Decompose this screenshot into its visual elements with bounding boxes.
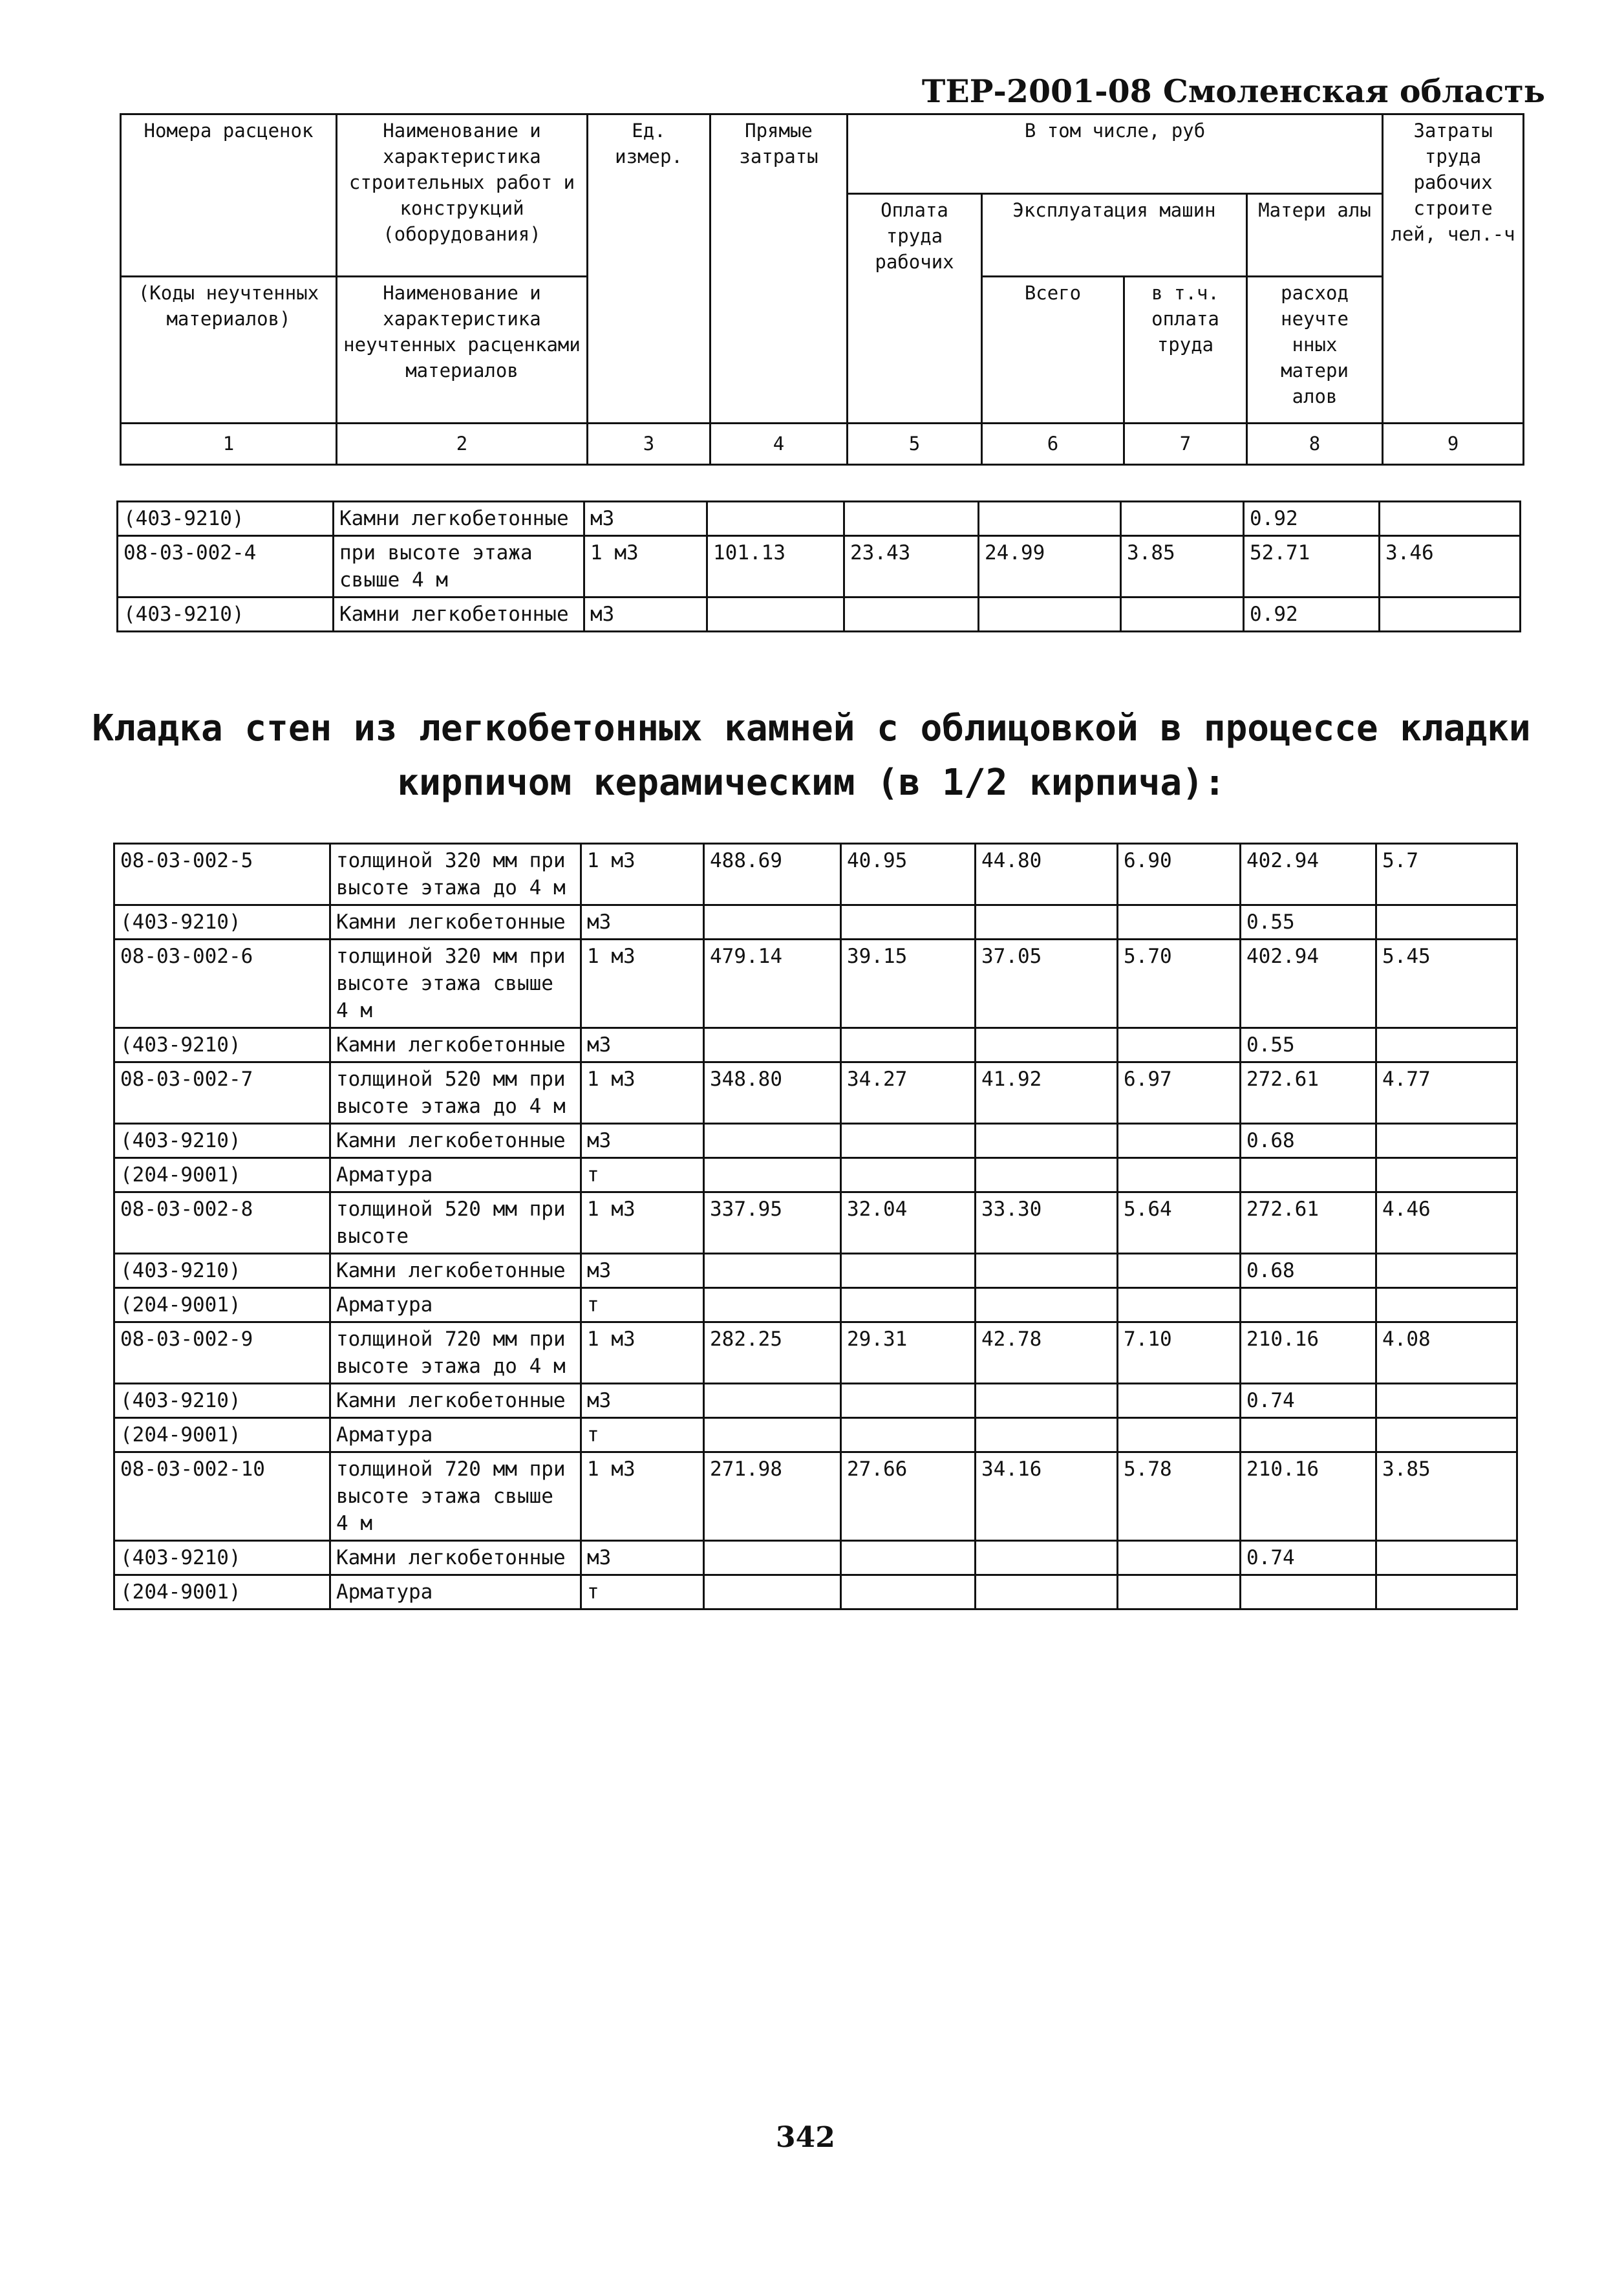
direct-cost [704,1541,841,1575]
table-row [114,844,1517,905]
machine-labor-cost [1121,597,1244,632]
work-name: Камни легкобетонные [330,1028,581,1062]
machine-labor-cost [1118,1254,1241,1288]
machine-cost [976,1384,1118,1418]
unit: 1 м3 [581,1192,704,1254]
labor-hours [1376,1384,1517,1418]
table-row [114,905,1517,940]
table-row [114,1192,1517,1254]
work-name: Арматура [330,1418,581,1452]
table-row [114,1288,1517,1322]
rate-code: (403-9210) [114,905,330,940]
direct-cost [704,1124,841,1158]
materials-cost: 0.68 [1241,1254,1376,1288]
unit: м3 [581,1124,704,1158]
machine-cost [976,1575,1118,1609]
header-col8-bottom: расход неучте нных матери алов [1247,277,1383,423]
unit: м3 [581,1028,704,1062]
header-number: 7 [1124,423,1247,464]
rate-code: 08-03-002-8 [114,1192,330,1254]
labor-cost [841,1384,976,1418]
table-row [114,1384,1517,1418]
machine-cost [976,1254,1118,1288]
unit: м3 [581,1384,704,1418]
table-row [114,1028,1517,1062]
machine-labor-cost [1118,1028,1241,1062]
rate-code: 08-03-002-7 [114,1062,330,1124]
unit: т [581,1418,704,1452]
header-number: 9 [1383,423,1524,464]
rate-code: 08-03-002-5 [114,844,330,905]
machine-labor-cost: 3.85 [1121,536,1244,597]
direct-cost: 101.13 [707,536,844,597]
work-name: толщиной 720 мм при высоте этажа свыше 4 м [330,1452,581,1541]
labor-hours [1380,502,1521,536]
machine-cost [979,502,1121,536]
materials-cost: 402.94 [1241,844,1376,905]
machine-labor-cost: 5.64 [1118,1192,1241,1254]
work-name: толщиной 320 мм при высоте этажа свыше 4 м [330,940,581,1028]
table-row [118,502,1521,536]
table-row [118,597,1521,632]
machine-labor-cost: 5.78 [1118,1452,1241,1541]
work-name: Камни легкобетонные [334,502,584,536]
labor-cost: 27.66 [841,1452,976,1541]
table-row [114,1158,1517,1192]
table-row [114,940,1517,1028]
table-row [114,1062,1517,1124]
machine-labor-cost [1118,1288,1241,1322]
machine-labor-cost: 5.70 [1118,940,1241,1028]
direct-cost: 488.69 [704,844,841,905]
header-col8-top: Матери алы [1247,193,1383,277]
rate-code: (403-9210) [114,1541,330,1575]
header-number: 1 [121,423,337,464]
header-col3: Ед. измер. [588,114,710,424]
header-number: 2 [337,423,588,464]
machine-cost [976,905,1118,940]
section-title: Кладка стен из легкобетонных камней с облицовкой в процессе кладки кирпичом керамическим (в 1/2 кирпича): [92,707,1531,804]
labor-hours [1376,1541,1517,1575]
labor-cost: 23.43 [844,536,979,597]
labor-hours [1376,905,1517,940]
unit: м3 [584,502,707,536]
labor-hours: 5.7 [1376,844,1517,905]
materials-cost: 0.68 [1241,1124,1376,1158]
machine-cost [976,1124,1118,1158]
materials-cost [1241,1158,1376,1192]
work-name: Камни легкобетонные [330,1124,581,1158]
direct-cost [704,1254,841,1288]
page-number: 342 [776,2121,835,2154]
header-table [120,113,1524,466]
labor-hours: 3.46 [1380,536,1521,597]
machine-labor-cost [1118,1575,1241,1609]
header-machines: Эксплуатация машин [982,193,1247,277]
direct-cost [704,1288,841,1322]
labor-hours [1380,597,1521,632]
unit: м3 [584,597,707,632]
materials-cost: 272.61 [1241,1062,1376,1124]
machine-labor-cost: 6.97 [1118,1062,1241,1124]
rate-code: 08-03-002-6 [114,940,330,1028]
header-col9: Затраты труда рабочих строите лей, чел.-ч [1383,114,1524,424]
rate-code: (403-9210) [114,1384,330,1418]
unit: т [581,1288,704,1322]
labor-cost: 34.27 [841,1062,976,1124]
rate-code: 08-03-002-4 [118,536,334,597]
labor-hours [1376,1254,1517,1288]
rates-table-1 [116,501,1521,632]
header-number: 5 [848,423,982,464]
machine-cost [976,1541,1118,1575]
labor-hours [1376,1288,1517,1322]
machine-labor-cost [1118,1158,1241,1192]
machine-cost: 44.80 [976,844,1118,905]
materials-cost [1241,1575,1376,1609]
header-number: 6 [982,423,1124,464]
labor-cost [841,905,976,940]
table-row [114,1418,1517,1452]
table-row [114,1322,1517,1384]
unit: 1 м3 [581,940,704,1028]
labor-cost [841,1158,976,1192]
work-name: толщиной 720 мм при высоте этажа до 4 м [330,1322,581,1384]
header-col4: Прямые затраты [710,114,848,424]
labor-hours [1376,1418,1517,1452]
direct-cost [704,1158,841,1192]
rates-table-2 [113,843,1518,1610]
machine-labor-cost [1118,1124,1241,1158]
materials-cost: 0.92 [1244,502,1380,536]
rate-code: 08-03-002-10 [114,1452,330,1541]
unit: т [581,1158,704,1192]
materials-cost: 272.61 [1241,1192,1376,1254]
work-name: Камни легкобетонные [330,1384,581,1418]
direct-cost: 337.95 [704,1192,841,1254]
machine-cost [976,1418,1118,1452]
rate-code: (403-9210) [118,597,334,632]
table-row [114,1452,1517,1541]
table-row [114,1575,1517,1609]
work-name: толщиной 320 мм при высоте этажа до 4 м [330,844,581,905]
labor-hours [1376,1124,1517,1158]
direct-cost [707,597,844,632]
rate-code: (403-9210) [114,1028,330,1062]
direct-cost [707,502,844,536]
rate-code: (204-9001) [114,1158,330,1192]
table-row [114,1124,1517,1158]
header-number: 8 [1247,423,1383,464]
labor-hours: 5.45 [1376,940,1517,1028]
work-name: толщиной 520 мм при высоте [330,1192,581,1254]
rate-code: (204-9001) [114,1575,330,1609]
machine-cost: 24.99 [979,536,1121,597]
materials-cost: 0.55 [1241,1028,1376,1062]
direct-cost: 271.98 [704,1452,841,1541]
labor-cost: 32.04 [841,1192,976,1254]
work-name: Арматура [330,1158,581,1192]
rate-code: (204-9001) [114,1418,330,1452]
materials-cost: 402.94 [1241,940,1376,1028]
labor-cost [841,1418,976,1452]
materials-cost: 52.71 [1244,536,1380,597]
materials-cost: 0.55 [1241,905,1376,940]
unit: м3 [581,905,704,940]
work-name: Камни легкобетонные [330,905,581,940]
header-col1-bottom: (Коды неучтенных материалов) [121,277,337,423]
work-name: толщиной 520 мм при высоте этажа до 4 м [330,1062,581,1124]
materials-cost: 210.16 [1241,1322,1376,1384]
rate-code: (403-9210) [114,1124,330,1158]
work-name: Камни легкобетонные [330,1541,581,1575]
unit: 1 м3 [581,1322,704,1384]
machine-cost: 34.16 [976,1452,1118,1541]
labor-cost [841,1124,976,1158]
machine-labor-cost [1118,1541,1241,1575]
labor-cost [841,1575,976,1609]
direct-cost: 348.80 [704,1062,841,1124]
header-number: 3 [588,423,710,464]
work-name: Камни легкобетонные [330,1254,581,1288]
labor-cost [841,1288,976,1322]
machine-cost: 37.05 [976,940,1118,1028]
labor-hours: 4.46 [1376,1192,1517,1254]
header-col6: Всего [982,277,1124,423]
labor-cost [844,597,979,632]
unit: 1 м3 [581,1062,704,1124]
machine-cost: 33.30 [976,1192,1118,1254]
machine-labor-cost: 6.90 [1118,844,1241,905]
machine-labor-cost [1118,1384,1241,1418]
labor-cost: 29.31 [841,1322,976,1384]
machine-cost [976,1158,1118,1192]
header-col1-top: Номера расценок [121,114,337,194]
table-row [114,1254,1517,1288]
work-name: Арматура [330,1288,581,1322]
table-row [118,536,1521,597]
work-name: при высоте этажа свыше 4 м [334,536,584,597]
header-number: 4 [710,423,848,464]
direct-cost: 479.14 [704,940,841,1028]
machine-labor-cost: 7.10 [1118,1322,1241,1384]
work-name: Камни легкобетонные [334,597,584,632]
materials-cost [1241,1418,1376,1452]
work-name: Арматура [330,1575,581,1609]
machine-cost [976,1288,1118,1322]
header-col7: в т.ч. оплата труда [1124,277,1247,423]
rate-code: (204-9001) [114,1288,330,1322]
unit: 1 м3 [584,536,707,597]
labor-hours: 3.85 [1376,1452,1517,1541]
labor-cost: 40.95 [841,844,976,905]
materials-cost: 0.74 [1241,1541,1376,1575]
labor-cost: 39.15 [841,940,976,1028]
unit: т [581,1575,704,1609]
table-row [114,1541,1517,1575]
rate-code: (403-9210) [114,1254,330,1288]
unit: 1 м3 [581,844,704,905]
machine-labor-cost [1118,1418,1241,1452]
labor-hours [1376,1028,1517,1062]
materials-cost: 0.92 [1244,597,1380,632]
labor-cost [841,1541,976,1575]
machine-cost: 42.78 [976,1322,1118,1384]
machine-labor-cost [1118,905,1241,940]
header-col5: Оплата труда рабочих [848,193,982,423]
labor-hours [1376,1575,1517,1609]
labor-cost [844,502,979,536]
direct-cost: 282.25 [704,1322,841,1384]
direct-cost [704,905,841,940]
unit: м3 [581,1541,704,1575]
header-col1-spacer [121,193,337,277]
materials-cost: 0.74 [1241,1384,1376,1418]
labor-hours [1376,1158,1517,1192]
materials-cost [1241,1288,1376,1322]
direct-cost [704,1028,841,1062]
unit: 1 м3 [581,1452,704,1541]
direct-cost [704,1384,841,1418]
materials-cost: 210.16 [1241,1452,1376,1541]
header-col2-top: Наименование и характеристика строительных работ и конструкций (оборудования) [337,114,588,277]
rate-code: 08-03-002-9 [114,1322,330,1384]
header-in-total: В том числе, руб [848,114,1383,194]
machine-cost [979,597,1121,632]
unit: м3 [581,1254,704,1288]
direct-cost [704,1575,841,1609]
labor-cost [841,1028,976,1062]
labor-cost [841,1254,976,1288]
machine-labor-cost [1121,502,1244,536]
machine-cost: 41.92 [976,1062,1118,1124]
rate-code: (403-9210) [118,502,334,536]
labor-hours: 4.77 [1376,1062,1517,1124]
machine-cost [976,1028,1118,1062]
labor-hours: 4.08 [1376,1322,1517,1384]
direct-cost [704,1418,841,1452]
document-title: ТЕР-2001-08 Смоленская область [921,72,1545,110]
header-col2-bottom: Наименование и характеристика неучтенных расценками материалов [337,277,588,423]
